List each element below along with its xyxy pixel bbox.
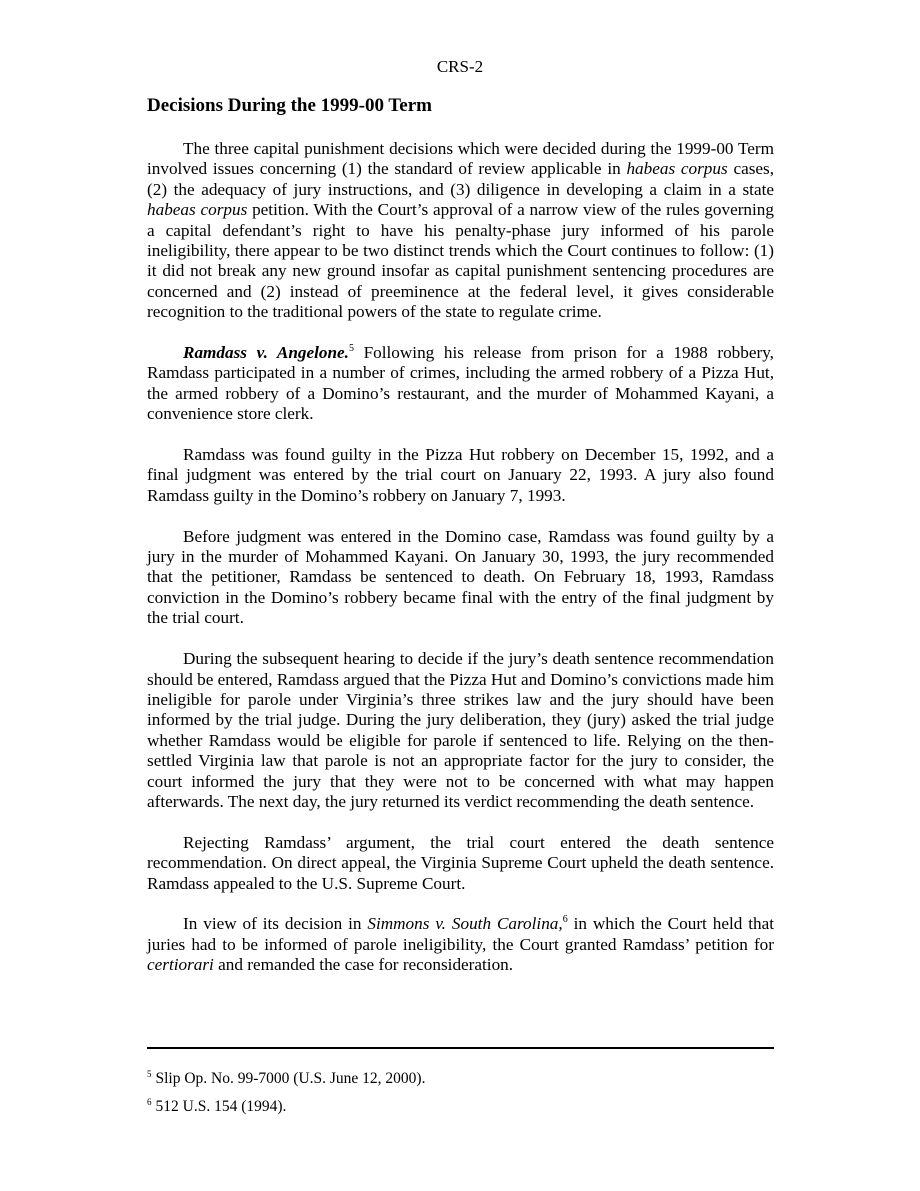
italic-term: habeas corpus: [147, 200, 248, 220]
text-run: in which the Court held that juries had to be informed of parole ineligibility, the Court granted Ramdass’ petition for: [147, 914, 774, 954]
page-number: CRS-2: [436, 57, 484, 76]
text-run: Following his release from prison for a 1988 robbery, Ramdass participated in a number of crimes, including the armed robbery of a Pizza Hut, the armed robbery of a Domino’s restaurant, and the murder of Mohammed Kayani, a convenience store clerk.: [147, 343, 774, 424]
text-run: cases, (2) the adequacy of jury instructions, and (3) diligence in developing a claim in a state: [147, 159, 775, 199]
section-heading: Decisions During the 1999-00 Term: [147, 95, 432, 116]
text-run: The three capital punishment decisions which were decided during the 1999-00 Term involved issues concerning (1) the standard of review applicable in: [147, 139, 774, 179]
case-heading: Ramdass v. Angelone.: [183, 343, 349, 363]
paragraph-ramdass-intro: [147, 343, 774, 425]
footnote-number: 6: [147, 1097, 152, 1107]
text-run: In view of its decision in: [183, 914, 368, 934]
footnote-6: [147, 1097, 286, 1116]
footnote-divider: [147, 1047, 774, 1049]
footnote-text: 512 U.S. 154 (1994).: [155, 1098, 287, 1115]
paragraph-simmons: [147, 914, 774, 975]
footnote-text: Slip Op. No. 99-7000 (U.S. June 12, 2000).: [155, 1070, 426, 1087]
italic-term: habeas corpus: [626, 159, 728, 179]
footnote-ref-5: 5: [348, 343, 354, 355]
paragraph-pizza-hut: Ramdass was found guilty in the Pizza Hut robbery on December 15, 1992, and a final judgment was entered by the trial court on January 22, 1993. A jury also found Ramdass guilty in the Domino’s robbery on January 7, 1993.: [147, 445, 774, 505]
footnote-ref-6: 6: [562, 914, 568, 926]
footnote-5: [147, 1069, 425, 1088]
paragraph-intro: [147, 139, 774, 323]
text-run: and remanded the case for reconsideration.: [213, 955, 514, 975]
document-body: [147, 139, 774, 976]
paragraph-domino: Before judgment was entered in the Domino case, Ramdass was found guilty by a jury in the murder of Mohammed Kayani. On January 30, 1993, the jury recommended that the petitioner, Ramdass be sentenced to death. On February 18, 1993, Ramdass conviction in the Domino’s robbery became final with the entry of the final judgment by the trial court.: [147, 526, 774, 628]
text-run: petition. With the Court’s approval of a narrow view of the rules governing a capital defendant’s right to have his penalty-phase jury informed of his parole ineligibility, there appear to be two distinct trends which the Court continues to follow: (1) it did not break any new ground insofar as capital punishment sentencing procedures are concerned and (2) instead of preeminence at the federal level, it gives considerable recognition to the traditional powers of the state to regulate crime.: [147, 200, 774, 322]
footnote-number: 5: [147, 1069, 152, 1079]
case-citation: Simmons v. South Carolina,: [367, 914, 563, 934]
italic-term: certiorari: [147, 955, 214, 975]
paragraph-appeal: Rejecting Ramdass’ argument, the trial court entered the death sentence recommendation. On direct appeal, the Virginia Supreme Court upheld the death sentence. Ramdass appealed to the U.S. Supreme Court.: [147, 832, 774, 893]
paragraph-hearing: During the subsequent hearing to decide if the jury’s death sentence recommendation should be entered, Ramdass argued that the Pizza Hut and Domino’s convictions made him ineligible for parole under Virginia’s three strikes law and the jury should have been informed by the trial judge. During the jury deliberation, they (jury) asked the trial judge whether Ramdass would be eligible for parole if sentenced to life. Relying on the then-settled Virginia law that parole is not an appropriate factor for the jury to consider, the court informed the jury that they were not to be concerned with what may happen afterwards. The next day, the jury returned its verdict recommending the death sentence.: [147, 649, 774, 811]
